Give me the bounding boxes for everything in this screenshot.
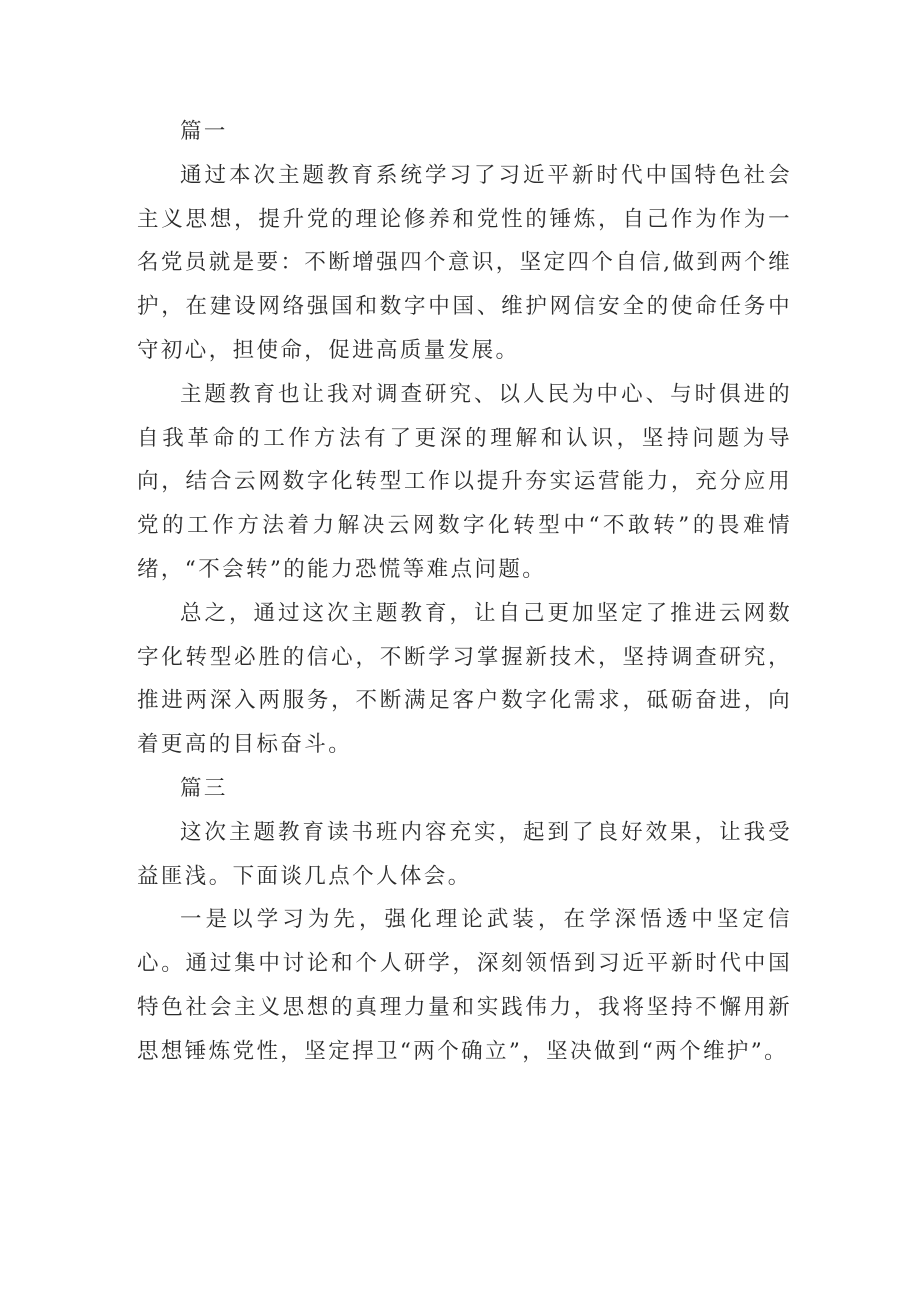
paragraph: 通过本次主题教育系统学习了习近平新时代中国特色社会主义思想，提升党的理论修养和党性的锤炼，自己作为作为一名党员就是要：不断增强四个意识，坚定四个自信,做到两个维护，在建设网络强国和数字中国、维护网信安全的使命任务中守初心，担使命，促进高质量发展。 [137,162,792,363]
section-heading-3: 篇三 [180,775,228,801]
section-heading-1: 篇一 [180,119,228,144]
paragraph: 总之，通过这次主题教育，让自己更加坚定了推进云网数字化转型必胜的信心，不断学习掌握新技术，坚持调查研究，推进两深入两服务，不断满足客户数字化需求，砥砺奋进，向着更高的目标奋斗。 [137,600,792,758]
paragraph: 一是以学习为先，强化理论武装，在学深悟透中坚定信心。通过集中讨论和个人研学，深刻领悟到习近平新时代中国特色社会主义思想的真理力量和实践伟力，我将坚持不懈用新思想锤炼党性，坚定捍卫“两个确立”，坚决做到“两个维护”。 [137,907,792,1064]
paragraph: 主题教育也让我对调查研究、以人民为中心、与时俱进的自我革命的工作方法有了更深的理解和认识，坚持问题为导向，结合云网数字化转型工作以提升夯实运营能力，充分应用党的工作方法着力解决云网数字化转型中“不敢转”的畏难情绪，“不会转”的能力恐慌等难点问题。 [137,381,792,582]
paragraph: 这次主题教育读书班内容充实，起到了良好效果，让我受益匪浅。下面谈几点个人体会。 [137,819,792,889]
document-body [137,110,792,1074]
